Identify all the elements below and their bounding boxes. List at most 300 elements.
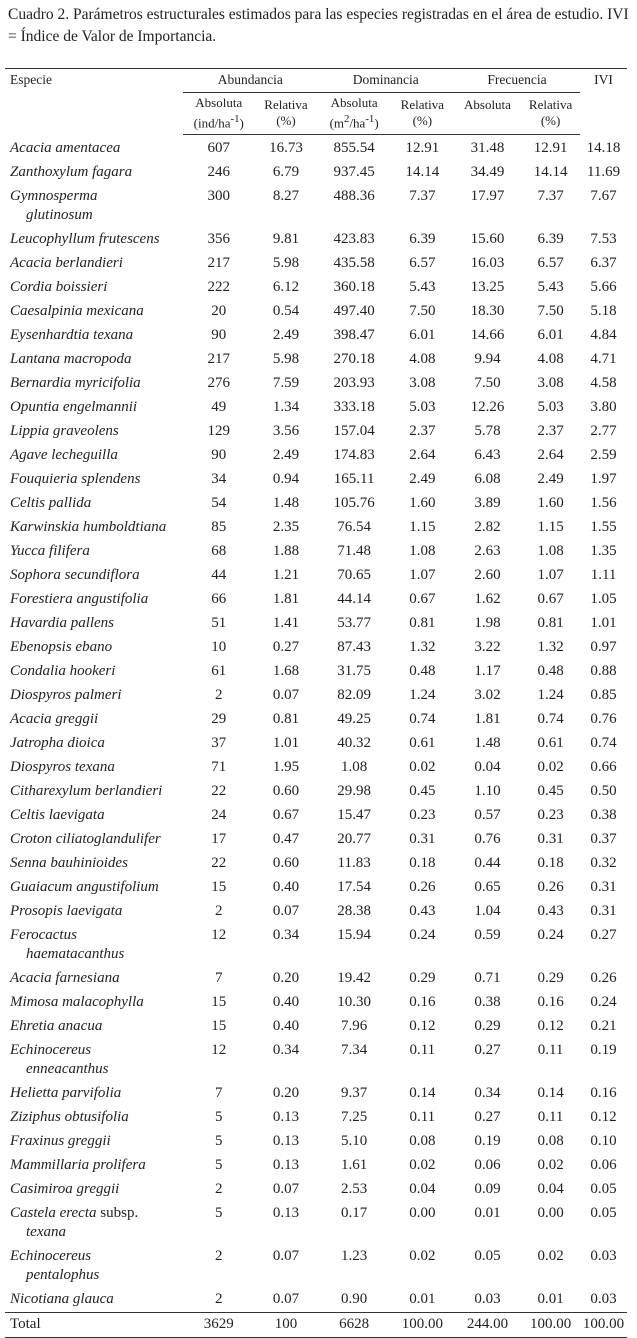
cell-freq-rel: 5.03 <box>537 399 564 416</box>
header-frecuencia: Frecuencia <box>454 69 580 93</box>
cell-freq-abs: 7.50 <box>474 375 501 392</box>
cell-dom-abs: 497.40 <box>333 303 375 320</box>
cell-dom-rel: 0.74 <box>409 711 436 728</box>
table-row <box>5 756 627 780</box>
species-name-part: Nicotiana glauca <box>10 1291 114 1308</box>
table-row <box>5 924 627 967</box>
subheader-4: Absoluta <box>454 93 521 135</box>
subheader-2: Absoluta $(m^2/ha^{-1})$ <box>318 93 391 135</box>
cell-dom-rel: 7.50 <box>409 303 436 320</box>
cell-freq-rel: 0.14 <box>537 1085 564 1102</box>
cell-abund-abs: 300 <box>207 188 231 205</box>
species-name <box>5 348 183 372</box>
species-name <box>5 636 183 660</box>
cell-dom-abs: 29.98 <box>337 783 372 800</box>
cell-freq-rel: 0.43 <box>537 903 564 920</box>
cell-abund-rel: 1.41 <box>272 615 300 632</box>
cell-freq-rel: 0.29 <box>537 970 564 987</box>
species-name <box>5 756 183 780</box>
cell-abund-abs: 90 <box>211 447 227 464</box>
cell-ivi: 1.35 <box>590 543 617 560</box>
species-name-part: Celtis pallida <box>10 495 92 512</box>
cell-abund-abs: 34 <box>211 471 227 488</box>
species-name <box>5 876 183 900</box>
cell-abund-rel: 0.13 <box>272 1109 300 1126</box>
table-row <box>5 372 627 396</box>
cell-abund-abs: 129 <box>207 423 231 440</box>
species-name <box>5 492 183 516</box>
cell-freq-abs: 0.34 <box>474 1085 501 1102</box>
table-row <box>5 1015 627 1039</box>
cell-abund-rel: 6.79 <box>272 164 300 181</box>
cell-dom-abs: 435.58 <box>333 255 375 272</box>
cell-ivi: 14.18 <box>586 139 621 156</box>
cell-freq-rel: 0.02 <box>537 1157 564 1174</box>
cell-ivi: 0.38 <box>590 807 617 824</box>
table-row <box>5 991 627 1015</box>
cell-ivi: 3.80 <box>590 399 617 416</box>
species-name <box>5 612 183 636</box>
cell-abund-abs: 61 <box>211 663 227 680</box>
cell-ivi: 1.11 <box>590 567 617 584</box>
cell-ivi: 4.84 <box>590 327 617 344</box>
table-row <box>5 636 627 660</box>
cell-freq-abs: 1.98 <box>474 615 501 632</box>
species-name-part: Prosopis laevigata <box>10 903 123 920</box>
cell-dom-rel: 0.11 <box>409 1042 436 1059</box>
cell-dom-abs: 398.47 <box>333 327 375 344</box>
species-name <box>5 1202 183 1245</box>
cell-abund-rel: 0.07 <box>272 687 300 704</box>
cell-abund-abs: 246 <box>207 164 231 181</box>
cell-freq-abs: 0.76 <box>474 831 501 848</box>
cell-abund-rel: 1.95 <box>272 759 300 776</box>
cell-dom-rel: 6.01 <box>409 327 436 344</box>
species-name <box>5 991 183 1015</box>
table-row <box>5 185 627 228</box>
species-name-part: Senna bauhinioides <box>10 855 128 872</box>
cell-freq-rel: 0.24 <box>537 927 564 944</box>
species-name <box>5 967 183 991</box>
table-row <box>5 135 627 161</box>
cell-abund-rel: 7.59 <box>272 375 300 392</box>
species-name <box>5 396 183 420</box>
species-name <box>5 804 183 828</box>
cell-dom-rel: 1.24 <box>409 687 436 704</box>
cell-abund-rel: 1.01 <box>272 735 300 752</box>
cell-abund-abs: 217 <box>207 351 231 368</box>
cell-freq-rel: 0.02 <box>537 1248 564 1265</box>
species-name <box>5 1130 183 1154</box>
table-row <box>5 1154 627 1178</box>
cell-dom-rel: 0.67 <box>409 591 436 608</box>
cell-freq-rel: 0.26 <box>537 879 564 896</box>
species-name-part: Total <box>10 1316 41 1333</box>
cell-abund-rel: 0.13 <box>272 1133 300 1150</box>
cell-freq-rel: 0.16 <box>537 994 564 1011</box>
species-name-part: Havardia pallens <box>10 615 115 632</box>
cell-abund-rel: 1.88 <box>272 543 300 560</box>
cell-dom-rel: 2.49 <box>409 471 436 488</box>
cell-freq-rel: 5.43 <box>537 279 564 296</box>
cell-dom-rel: 0.31 <box>409 831 436 848</box>
species-name <box>5 324 183 348</box>
table-row <box>5 780 627 804</box>
cell-freq-abs: 0.19 <box>474 1133 501 1150</box>
cell-abund-rel: 2.35 <box>272 519 300 536</box>
cell-dom-abs: 40.32 <box>337 735 372 752</box>
species-name <box>5 1245 183 1288</box>
species-name-part: Diospyros texana <box>10 759 115 776</box>
cell-dom-abs: 0.17 <box>341 1205 368 1222</box>
species-name-part: Acacia amentacea <box>10 139 121 156</box>
cell-abund-rel: 0.07 <box>272 1291 300 1308</box>
table-row <box>5 732 627 756</box>
species-name <box>5 564 183 588</box>
cell-abund-abs: 5 <box>215 1157 223 1174</box>
cell-dom-abs: 1.61 <box>341 1157 368 1174</box>
cell-abund-abs: 356 <box>207 231 231 248</box>
species-name-part: enneacanthus <box>26 1061 109 1078</box>
species-name-part: Gymnosperma <box>10 188 98 205</box>
table-row <box>5 828 627 852</box>
cell-freq-abs: 13.25 <box>470 279 505 296</box>
cell-abund-rel: 2.49 <box>272 447 300 464</box>
species-name-part: Mammillaria prolifera <box>10 1157 146 1174</box>
species-name-part: Acacia greggii <box>10 711 99 728</box>
table-row <box>5 684 627 708</box>
cell-freq-rel: 7.37 <box>537 188 564 205</box>
cell-abund-abs: 90 <box>211 327 227 344</box>
cell-freq-abs: 2.60 <box>474 567 501 584</box>
cell-dom-abs: 70.65 <box>337 567 372 584</box>
species-name <box>5 444 183 468</box>
cell-dom-rel: 0.26 <box>409 879 436 896</box>
cell-ivi: 0.88 <box>590 663 617 680</box>
cell-freq-rel: 0.23 <box>537 807 564 824</box>
cell-abund-rel: 0.40 <box>272 1018 300 1035</box>
cell-dom-abs: 2.53 <box>341 1181 368 1198</box>
cell-dom-abs: 76.54 <box>337 519 372 536</box>
cell-dom-abs: 0.90 <box>341 1291 368 1308</box>
cell-dom-rel: 5.43 <box>409 279 436 296</box>
cell-abund-abs: 22 <box>211 783 227 800</box>
table-row <box>5 540 627 564</box>
cell-freq-abs: 9.94 <box>474 351 501 368</box>
cell-freq-abs: 12.26 <box>470 399 505 416</box>
cell-dom-rel: 0.00 <box>409 1205 436 1222</box>
species-name-part: Guaiacum angustifolium <box>10 879 159 896</box>
cell-dom-abs: 53.77 <box>337 615 372 632</box>
cell-ivi: 7.53 <box>590 231 617 248</box>
table-row <box>5 444 627 468</box>
cell-abund-abs: 3629 <box>183 1312 254 1337</box>
cell-freq-abs: 14.66 <box>470 327 505 344</box>
species-name <box>5 420 183 444</box>
cell-freq-abs: 1.81 <box>474 711 501 728</box>
cell-ivi: 0.27 <box>590 927 617 944</box>
species-name <box>5 588 183 612</box>
cell-abund-rel: 0.40 <box>272 994 300 1011</box>
cell-abund-rel: 2.49 <box>272 327 300 344</box>
cell-abund-abs: 49 <box>211 399 227 416</box>
cell-freq-abs: 15.60 <box>470 231 505 248</box>
cell-freq-abs: 2.63 <box>474 543 501 560</box>
cell-freq-abs: 3.22 <box>474 639 501 656</box>
cell-dom-rel: 5.03 <box>409 399 436 416</box>
cell-abund-abs: 7 <box>215 970 223 987</box>
table-row <box>5 1130 627 1154</box>
species-name <box>5 708 183 732</box>
cell-freq-abs: 16.03 <box>470 255 505 272</box>
cell-freq-rel: 0.00 <box>537 1205 564 1222</box>
cell-abund-abs: 12 <box>211 927 227 944</box>
cell-freq-abs: 0.44 <box>474 855 501 872</box>
cell-ivi: 0.05 <box>590 1181 617 1198</box>
cell-dom-abs: 19.42 <box>337 970 372 987</box>
species-name-part: Yucca filifera <box>10 543 90 560</box>
table-row <box>5 967 627 991</box>
table-row <box>5 396 627 420</box>
cell-dom-rel: 0.81 <box>409 615 436 632</box>
cell-abund-rel: 0.67 <box>272 807 300 824</box>
cell-ivi: 6.37 <box>590 255 617 272</box>
cell-dom-abs: 174.83 <box>333 447 375 464</box>
table-row <box>5 276 627 300</box>
cell-dom-rel: 0.23 <box>409 807 436 824</box>
table-row <box>5 1245 627 1288</box>
cell-dom-rel: 7.37 <box>409 188 436 205</box>
table-row <box>5 564 627 588</box>
table-row <box>5 804 627 828</box>
cell-dom-rel: 14.14 <box>405 164 440 181</box>
cell-dom-rel: 12.91 <box>405 140 440 157</box>
cell-abund-rel: 1.34 <box>272 399 300 416</box>
cell-ivi: 0.12 <box>590 1109 617 1126</box>
table-row <box>5 876 627 900</box>
cell-dom-rel: 1.32 <box>409 639 436 656</box>
species-name-part: Fraxinus greggii <box>10 1133 111 1150</box>
table-row <box>5 492 627 516</box>
cell-freq-rel: 0.74 <box>537 711 564 728</box>
cell-dom-abs: 31.75 <box>337 663 372 680</box>
cell-dom-abs: 20.77 <box>337 831 372 848</box>
cell-ivi: 5.66 <box>590 279 617 296</box>
cell-freq-abs: 0.27 <box>474 1109 501 1126</box>
cell-freq-rel: 0.18 <box>537 855 564 872</box>
table-row <box>5 588 627 612</box>
cell-abund-abs: 5 <box>215 1133 223 1150</box>
species-name-part: Condalia hookeri <box>10 663 116 680</box>
cell-abund-rel: 1.68 <box>272 663 300 680</box>
cell-abund-abs: 20 <box>211 303 227 320</box>
cell-dom-abs: 423.83 <box>333 231 375 248</box>
cell-freq-rel: 0.01 <box>537 1291 564 1308</box>
cell-dom-abs: 270.18 <box>333 351 375 368</box>
cell-abund-rel: 8.27 <box>272 188 300 205</box>
species-name-part: glutinosum <box>26 207 93 224</box>
cell-abund-rel: 0.27 <box>272 639 300 656</box>
species-name <box>5 516 183 540</box>
cell-ivi: 5.18 <box>590 303 617 320</box>
species-name-part: Echinocereus <box>10 1248 92 1265</box>
table-row <box>5 1202 627 1245</box>
subheader-3: Relativa (%) <box>391 93 454 135</box>
cell-freq-abs: 0.71 <box>474 970 501 987</box>
cell-dom-abs: 203.93 <box>333 375 375 392</box>
total-row <box>5 1312 627 1337</box>
table-row <box>5 161 627 185</box>
cell-dom-rel: 0.24 <box>409 927 436 944</box>
species-name-part: Agave lecheguilla <box>10 447 118 464</box>
cell-abund-rel: 0.60 <box>272 783 300 800</box>
table-row <box>5 900 627 924</box>
cell-dom-abs: 937.45 <box>333 164 375 181</box>
cell-freq-abs: 31.48 <box>470 140 505 157</box>
cell-ivi: 4.58 <box>590 375 617 392</box>
subheader-1: Relativa (%) <box>254 93 317 135</box>
cell-ivi: 0.16 <box>590 1085 617 1102</box>
species-name <box>5 732 183 756</box>
species-name-part: Lippia graveolens <box>10 423 119 440</box>
cell-ivi: 0.10 <box>590 1133 617 1150</box>
table-row <box>5 324 627 348</box>
cell-freq-rel: 0.04 <box>537 1181 564 1198</box>
cell-freq-rel: 0.12 <box>537 1018 564 1035</box>
cell-freq-rel: 14.14 <box>533 164 568 181</box>
species-name-part: Forestiera angustifolia <box>10 591 149 608</box>
species-name-part: Ferocactus <box>10 927 77 944</box>
cell-abund-rel: 9.81 <box>272 231 300 248</box>
cell-freq-rel: 0.02 <box>537 759 564 776</box>
cell-ivi: 0.66 <box>590 759 617 776</box>
cell-dom-abs: 10.30 <box>337 994 372 1011</box>
species-name-part: texana <box>26 1224 66 1241</box>
cell-ivi: 0.31 <box>590 879 617 896</box>
table-row <box>5 252 627 276</box>
cell-ivi: 0.50 <box>590 783 617 800</box>
cell-freq-rel: 0.45 <box>537 783 564 800</box>
cell-dom-rel: 0.08 <box>409 1133 436 1150</box>
species-name-part: Cordia boissieri <box>10 279 108 296</box>
cell-ivi: 1.55 <box>590 519 617 536</box>
species-name <box>5 228 183 252</box>
cell-abund-abs: 51 <box>211 615 227 632</box>
cell-abund-rel: 16.73 <box>269 140 303 157</box>
cell-abund-rel: 0.07 <box>272 1248 300 1265</box>
cell-freq-abs: 0.06 <box>474 1157 501 1174</box>
cell-freq-abs: 17.97 <box>470 188 505 205</box>
species-name <box>5 852 183 876</box>
cell-freq-rel: 0.67 <box>537 591 564 608</box>
cell-freq-rel: 3.08 <box>537 375 564 392</box>
table-row <box>5 852 627 876</box>
species-name <box>5 660 183 684</box>
cell-freq-abs: 0.29 <box>474 1018 501 1035</box>
cell-dom-rel: 4.08 <box>409 351 436 368</box>
table-row <box>5 516 627 540</box>
species-name <box>5 1288 183 1313</box>
cell-freq-rel: 1.07 <box>537 567 564 584</box>
species-name-part: Celtis laevigata <box>10 807 105 824</box>
cell-ivi: 0.03 <box>590 1291 617 1308</box>
cell-ivi: 1.97 <box>590 471 617 488</box>
header-species: Especie <box>5 69 183 135</box>
cell-dom-abs: 71.48 <box>337 543 372 560</box>
species-name <box>5 1106 183 1130</box>
species-name-part: Ebenopsis ebano <box>10 639 113 656</box>
table-row <box>5 420 627 444</box>
cell-ivi: 1.01 <box>590 615 617 632</box>
species-name <box>5 1082 183 1106</box>
cell-freq-rel: 0.81 <box>537 615 564 632</box>
species-name-part: Eysenhardtia texana <box>10 327 134 344</box>
species-name-part: Fouquieria splendens <box>10 471 141 488</box>
species-name-part: Bernardia myricifolia <box>10 375 141 392</box>
cell-freq-rel: 0.61 <box>537 735 564 752</box>
species-name-part: pentalophus <box>26 1267 100 1284</box>
cell-dom-abs: 488.36 <box>333 188 375 205</box>
cell-abund-rel: 5.98 <box>272 351 300 368</box>
cell-abund-abs: 217 <box>207 255 231 272</box>
cell-freq-abs: 34.49 <box>470 164 505 181</box>
cell-abund-rel: 1.81 <box>272 591 300 608</box>
cell-dom-abs: 7.25 <box>341 1109 368 1126</box>
cell-dom-rel: 0.61 <box>409 735 436 752</box>
cell-dom-abs: 105.76 <box>333 495 375 512</box>
cell-freq-abs: 1.48 <box>474 735 501 752</box>
cell-abund-abs: 2 <box>215 687 223 704</box>
cell-dom-abs: 5.10 <box>341 1133 368 1150</box>
cell-freq-abs: 5.78 <box>474 423 501 440</box>
cell-abund-rel: 0.34 <box>272 1042 300 1059</box>
cell-abund-rel: 0.81 <box>272 711 300 728</box>
cell-abund-abs: 15 <box>211 994 227 1011</box>
cell-dom-abs: 855.54 <box>333 140 375 157</box>
cell-abund-rel: 0.47 <box>272 831 300 848</box>
cell-freq-rel: 0.11 <box>537 1042 564 1059</box>
cell-ivi: 0.37 <box>590 831 617 848</box>
cell-ivi: 0.97 <box>590 639 617 656</box>
cell-ivi: 1.56 <box>590 495 617 512</box>
cell-abund-abs: 222 <box>207 279 231 296</box>
species-name <box>5 161 183 185</box>
header-dominancia: Dominancia <box>318 69 454 93</box>
cell-freq-rel: 0.08 <box>537 1133 564 1150</box>
cell-dom-rel: 0.02 <box>409 759 436 776</box>
cell-freq-rel: 1.24 <box>537 687 564 704</box>
header-abundancia: Abundancia <box>183 69 317 93</box>
cell-abund-abs: 276 <box>207 375 231 392</box>
cell-abund-rel: 1.48 <box>272 495 300 512</box>
cell-dom-rel: 0.12 <box>409 1018 436 1035</box>
species-name <box>5 1015 183 1039</box>
cell-abund-abs: 2 <box>215 903 223 920</box>
species-name-part: Acacia farnesiana <box>10 970 120 987</box>
species-name <box>5 1178 183 1202</box>
table-row <box>5 1106 627 1130</box>
cell-abund-abs: 7 <box>215 1085 223 1102</box>
cell-abund-rel: 0.94 <box>272 471 300 488</box>
cell-dom-rel: 0.48 <box>409 663 436 680</box>
cell-abund-abs: 44 <box>211 567 227 584</box>
cell-abund-rel: 0.07 <box>272 903 300 920</box>
species-name <box>5 1039 183 1082</box>
species-name <box>5 372 183 396</box>
cell-abund-rel: 5.98 <box>272 255 300 272</box>
species-name <box>5 468 183 492</box>
species-name-part: haematacanthus <box>26 946 125 963</box>
